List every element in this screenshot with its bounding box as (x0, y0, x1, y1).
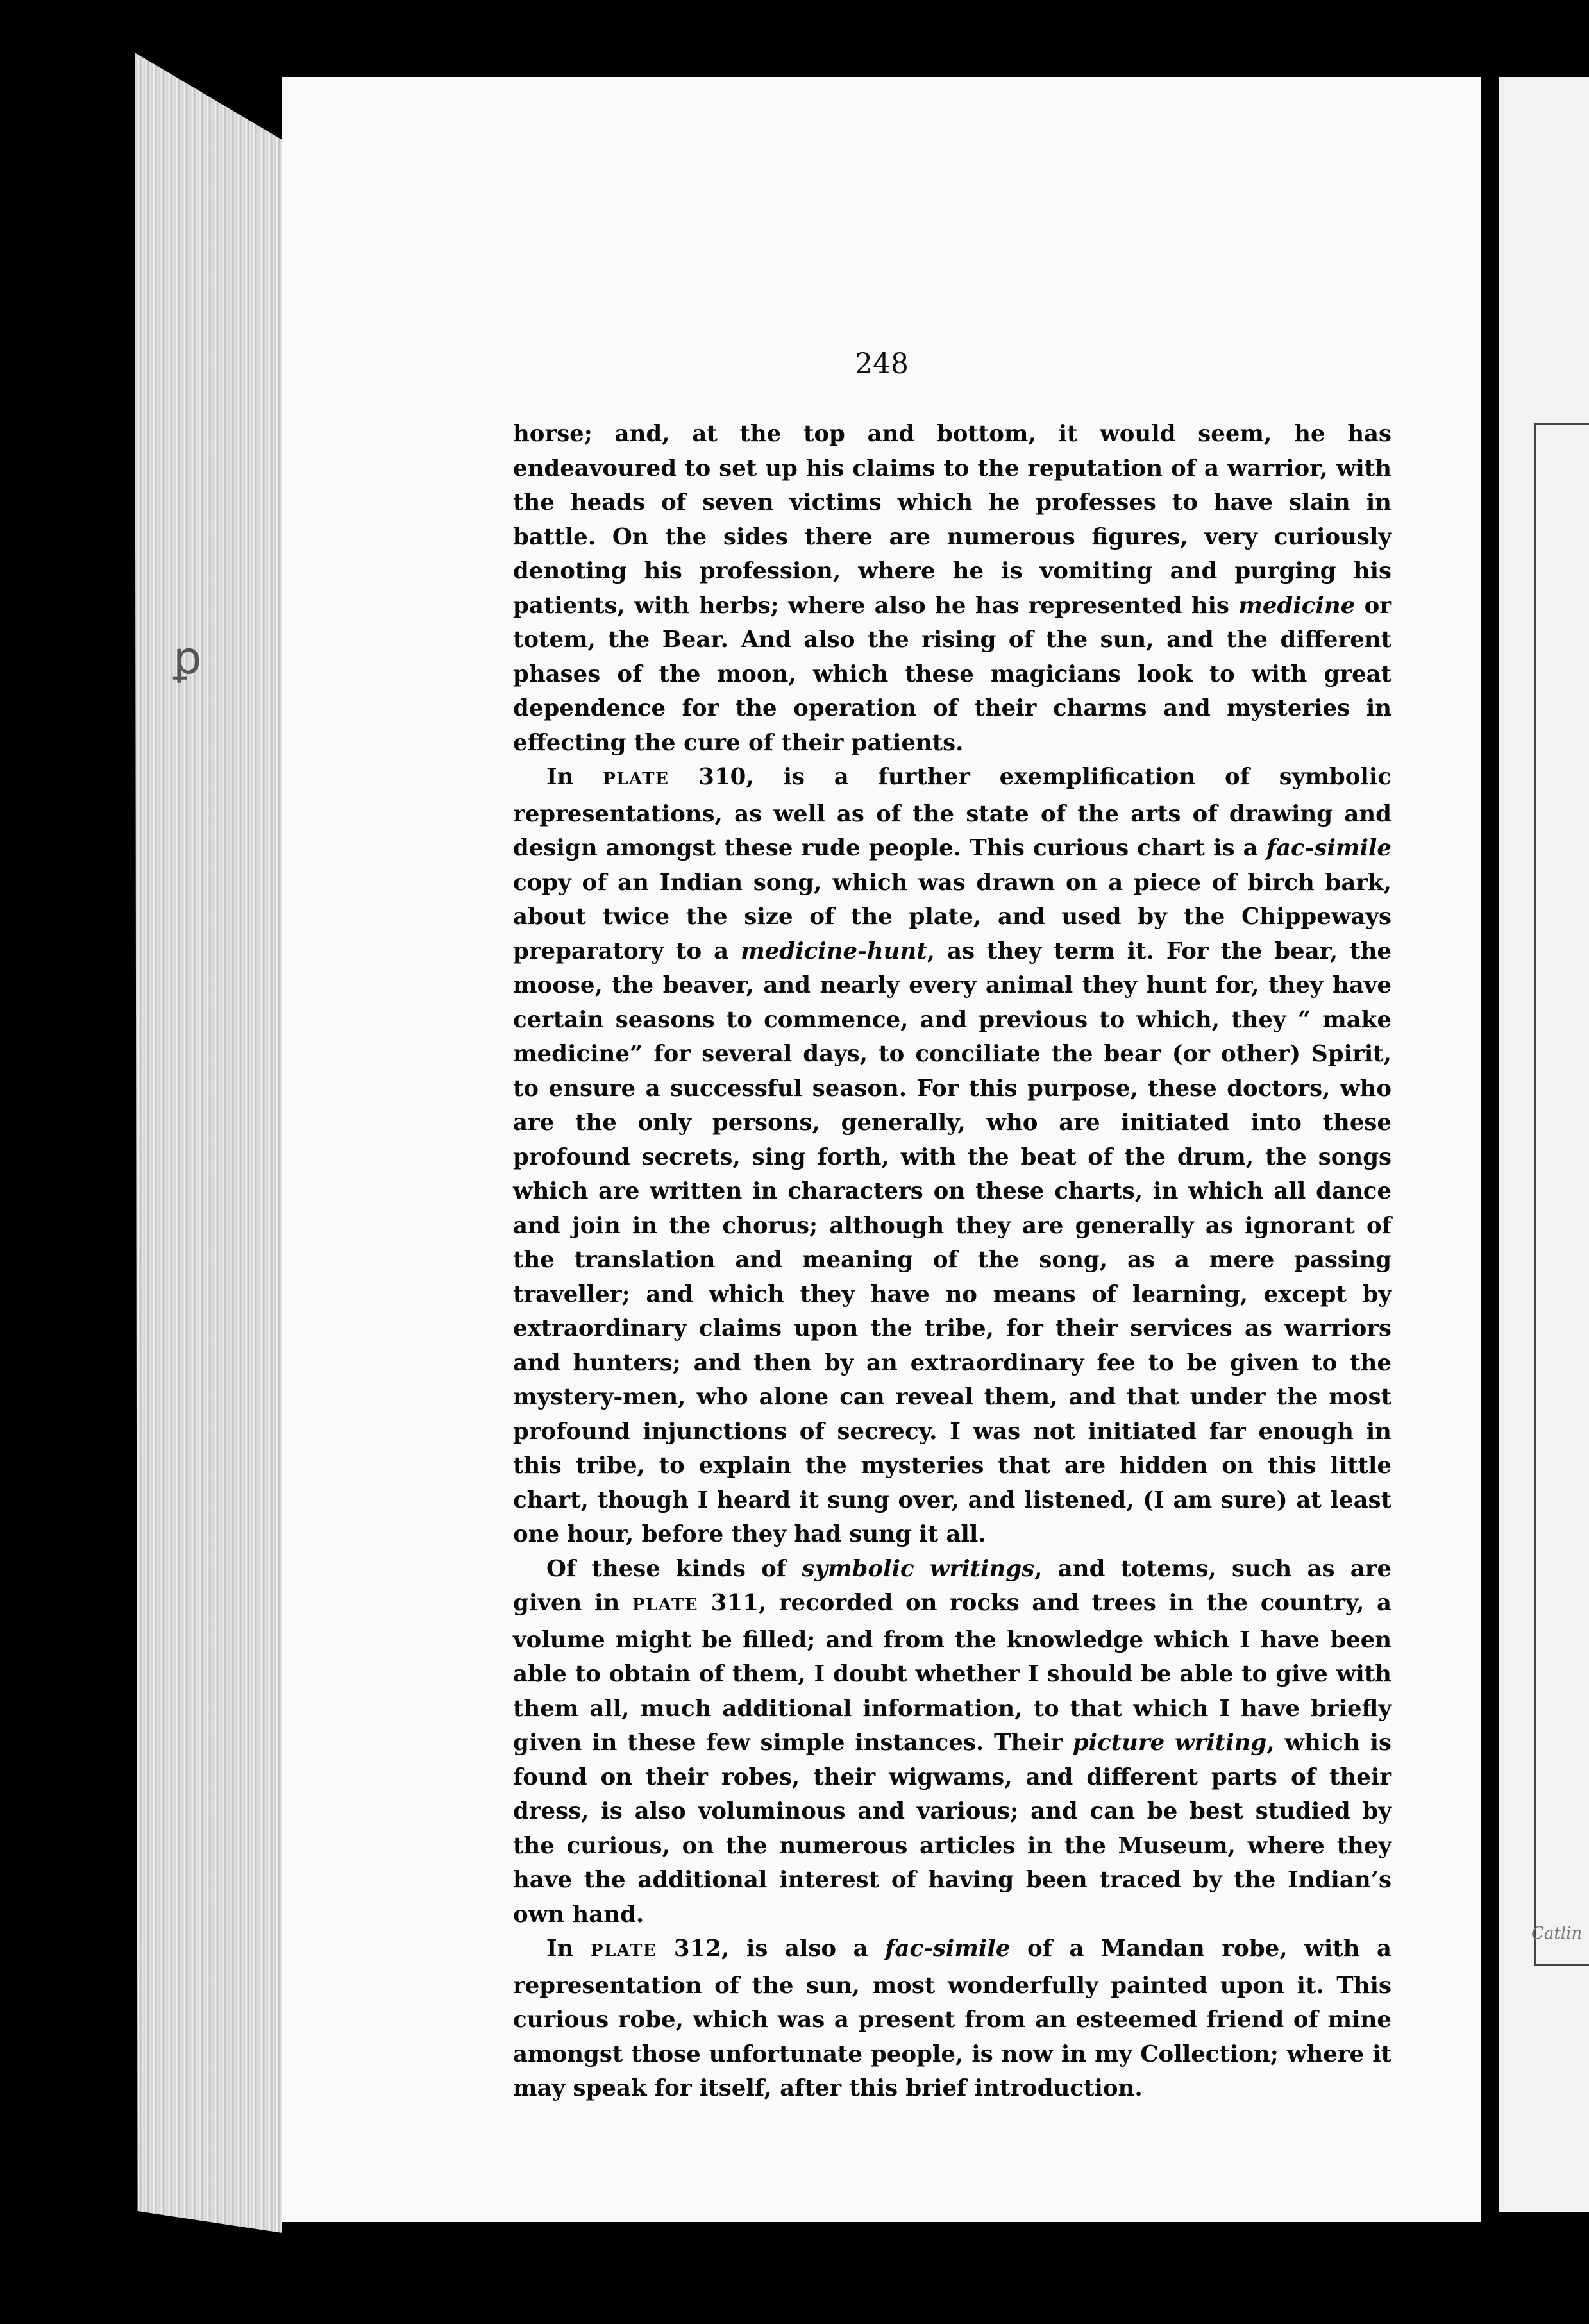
text-run: Of these kinds of (546, 1555, 802, 1582)
text-run: 311, recorded on rocks and trees in the country, a volume might be filled; and from the knowledge which I have been able to obtain of them, I doubt whether I should be able to give with them all, much additional information, to that which I have briefly given in these few simple instances. Their (513, 1590, 1391, 1756)
paragraph (513, 417, 1391, 760)
book-page (282, 77, 1481, 2222)
text-run: 312, is also a (657, 1935, 886, 1962)
margin-pencil-mark: ꝑ (173, 632, 202, 684)
italic-text: medicine (1238, 592, 1356, 619)
italic-text: symbolic writings (802, 1555, 1035, 1582)
facing-page-edge (1499, 77, 1589, 2212)
italic-text: fac-simile (885, 1935, 1011, 1962)
text-run: of a Mandan robe, with a representation of the sun, most wonderfully painted upon it. This curious robe, which was a present from an esteemed friend of mine amongst those unfortunate people, is now in my Collection; where it may speak for itself, after this brief introduction. (513, 1935, 1391, 2101)
text-run: horse; and, at the top and bottom, it would seem, he has endeavoured to set up his claims to the reputation of a warrior, with the heads of seven victims which he professes to have slain in battle. On the sides there are numerous figures, very curiously denoting his profession, where he is vomiting and purging his patients, with herbs; where also he has represented his (513, 421, 1391, 619)
text-run: copy of an Indian song, which was drawn on a piece of birch bark, about twice the size of the plate, and used by the Chippeways preparatory to a (513, 869, 1391, 964)
paragraph (513, 1552, 1391, 1932)
text-run: In (546, 764, 603, 790)
book-page-edges (135, 53, 282, 2233)
text-run: In (546, 1935, 591, 1962)
plate-label: PLATE (591, 1941, 657, 1960)
text-run: , as they term it. For the bear, the moose, the beaver, and nearly every animal they hunt for, they have certain seasons to commence, and previous to which, they “ make medicine” for several days, to conciliate the bear (or other) Spirit, to ensure a successful season. For this purpose, these doctors, who are the only persons, generally, who are initiated into these profound secrets, sing forth, with the beat of the drum, the songs which are written in characters on these charts, in which all dance and join in the chorus; although they are generally as ignorant of the translation and meaning of the song, as a mere passing traveller; and which they have no means of learning, except by extraordinary claims upon the tribe, for their services as warriors and hunters; and then by an extraordinary fee to be given to the mystery-men, who alone can reveal them, and that under the most profound injunctions of secrecy. I was not initiated far enough in this tribe, to explain the mysteries that are hidden on this little chart, though I heard it sung over, and listened, (I am sure) at least one hour, before they had sung it all. (513, 938, 1391, 1547)
italic-text: picture writing (1072, 1730, 1267, 1756)
paragraph (513, 760, 1391, 1552)
text-run: , and totems, such as are given in (513, 1555, 1392, 1616)
plate-label: PLATE (632, 1596, 699, 1615)
text-run: 310, is a further exemplification of symbolic representations, as well as of the state of the arts of drawing and design amongst these rude people. This curious chart is a (513, 764, 1391, 861)
facing-plate-frame (1534, 423, 1589, 1966)
italic-text: medicine-hunt (741, 938, 927, 964)
paragraph (513, 1932, 1391, 2106)
page-number: 248 (855, 348, 909, 380)
facing-plate-credit: Catlin (1531, 1924, 1583, 1943)
italic-text: fac-simile (1266, 835, 1391, 861)
text-run: or totem, the Bear. And also the rising of the sun, and the different phases of the moon, which these magicians look to with great dependence for the operation of their charms and mysteries in effecting the cure of their patients. (513, 592, 1392, 756)
body-text (513, 417, 1391, 2106)
text-run: , which is found on their robes, their wigwams, and different parts of their dress, is also voluminous and various; and can be best studied by the curious, on the numerous articles in the Museum, where they have the additional interest of having been traced by the Indian’s own hand. (513, 1730, 1391, 1928)
plate-label: PLATE (603, 770, 669, 789)
